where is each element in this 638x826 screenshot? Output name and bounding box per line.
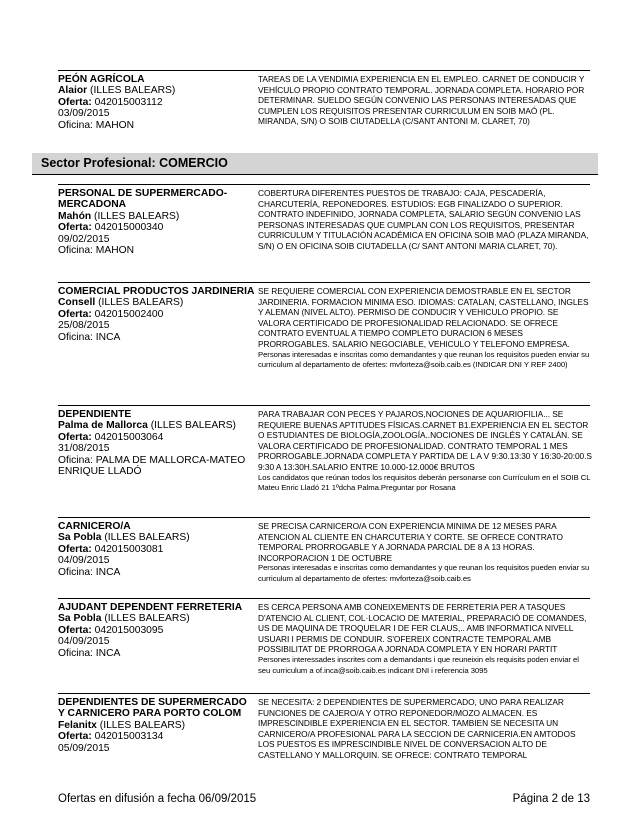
job-summary xyxy=(58,74,252,131)
job-date: 09/02/2015 xyxy=(58,233,110,245)
job-entry-comercial-jardineria xyxy=(58,282,590,392)
job-date: 04/09/2015 xyxy=(58,555,110,567)
entry-divider xyxy=(58,598,590,599)
job-summary xyxy=(58,602,252,659)
job-location: Palma de Mallorca (ILLES BALEARS) xyxy=(58,420,236,432)
job-entry-ajudant-ferreteria xyxy=(58,598,590,683)
job-title: CARNICERO/A xyxy=(58,521,131,532)
job-office: Oficina: PALMA DE MALLORCA-MATEO ENRIQUE LLADÓ xyxy=(58,454,246,478)
footer-date: Ofertas en difusión a fecha 06/09/2015 xyxy=(58,793,257,805)
job-description: PARA TRABAJAR CON PECES Y PAJAROS,NOCIONES DE AQUARIOFILIA... SE REQUIERE BUENAS APTITUDES FÍSICAS.CARNET B1.EXPERIENCIA EN EL SECTOR O ESTUDIANTES DE BIOLOGÍA,ZOOLOGÍA..NOCIONES DE INGLÉS Y CATALÁN. SE VALORA CERTIFICADO DE PROFESIONALIDAD. CONTRATO TEMPORAL 1 MES PRORROGABLE.JORNADA COMPLETA Y PARTIDA DE L A V 9:30.13:30 Y 16:30-20:00.S 9:30 A 13:30H.SALARIO ENTRE 10.000-12.000€ BRUTOS Los candidatos que reúnan todos los requisitos deberán personarse con Currículum en el SOIB CL Mateu Enric Lladó 21 1ºdcha Palma.Preguntar por Rosana xyxy=(258,409,592,493)
entry-divider xyxy=(58,693,590,694)
job-date: 04/09/2015 xyxy=(58,636,110,648)
job-description: ES CERCA PERSONA AMB CONEIXEMENTS DE FERRETERIA PER A TASQUES D'ATENCIO AL CLIENT, COL·LOCACIO DE MATERIAL, PREPARACIÓ DE COMANDES, US DE MAQUINA DE TROQUELAR I DE FER CLAUS,.. AMB INFORMATICA NIVELL USUARI I PERMIS DE CONDUIR. S'OFEREIX CONTRACTE TEMPORAL AMB POSSIBILITAT DE PRORROGA A JORNADA COMPLETA Y EN HORARI PARTIT Persones interessades inscrites com a demandants i que reuneixin els requisits poden enviar el seu curriculum a of.inca@soib.caib.es indicant DNI i referencia 3095 xyxy=(258,602,592,676)
job-office: Oficina: INCA xyxy=(58,647,121,659)
job-summary xyxy=(58,286,255,343)
job-date: 25/08/2015 xyxy=(58,320,110,332)
job-description: SE PRECISA CARNICERO/A CON EXPERIENCIA MINIMA DE 12 MESES PARA ATENCION AL CLIENTE EN CHARCUTERIA Y CORTE. SE OFRECE CONTRATO TEMPORAL PRORROGABLE Y A JORNADA PARCIAL DE 8 A 13 HORAS. INCORPORACION 1 DE OCTUBRE Personas interesadas e inscritas como demandantes y que reunan los requisitos pueden enviar su curriculum al departamento de ofertes: mvforteza@soib.caib.es xyxy=(258,521,592,585)
job-entry-carnicero xyxy=(58,517,590,587)
job-description: COBERTURA DIFERENTES PUESTOS DE TRABAJO: CAJA, PESCADERÍA, CHARCUTERÍA, REPONEDORES. ESTUDIOS: EGB FINALIZADO O SUPERIOR. CONTRATO INDEFINIDO, JORNADA COMPLETA, SALARIO SEGÚN CONVENIO LAS PERSONAS INTERESADAS QUE CUMPLAN CON LOS REQUISITOS, PRESENTAR CURRICULUM Y TITULACIÓN ACADÉMICA EN OFICINA SOIB MAÓ (PLAZA MIRANDA, S/N) O EN OFICINA SOIB CIUTADELLA (C/ SANT ANTONI MARIA CLARET, 70). xyxy=(258,188,589,251)
sector-title: Sector Profesional: COMERCIO xyxy=(41,156,228,170)
contact-info: Personas interesadas e inscritas como demandantes y que reunan los requisitos pueden enviar su curriculum al departamento de ofertes: mvforteza@soib.caib.es (INDICAR DNI Y REF 2400) xyxy=(258,349,590,370)
entry-divider xyxy=(58,184,590,185)
sector-header xyxy=(32,153,598,175)
job-summary xyxy=(58,697,252,754)
job-title: DEPENDIENTES DE SUPERMERCADO Y CARNICERO PARA PORTO COLOM xyxy=(58,697,247,720)
job-date: 31/08/2015 xyxy=(58,443,110,455)
job-office: Oficina: MAHON xyxy=(58,245,135,257)
contact-info: Personas interesadas e inscritas como demandantes y que reunan los requisitos pueden enviar su curriculum al departamento de ofertes: mvforteza@soib.caib.es xyxy=(258,563,590,583)
job-title: DEPENDIENTE xyxy=(58,409,132,420)
entry-divider xyxy=(58,517,590,518)
job-location: Sa Pobla (ILLES BALEARS) xyxy=(58,613,190,625)
job-offer-number: Oferta: 042015003112 xyxy=(58,96,163,108)
job-offer-number: Oferta: 042015003081 xyxy=(58,543,164,555)
job-offer-number: Oferta: 042015003134 xyxy=(58,731,164,743)
footer-page-number: Página 2 de 13 xyxy=(512,793,590,805)
job-location: Felanitx (ILLES BALEARS) xyxy=(58,719,186,731)
contact-info: Los candidatos que reúnan todos los requisitos deberán personarse con Currículum en el SOIB CL Mateu Enric Lladó 21 1ºdcha Palma.Preguntar por Rosana xyxy=(258,472,591,493)
job-entry-mercadona xyxy=(58,184,590,274)
job-summary xyxy=(58,521,252,578)
job-offer-number: Oferta: 042015000340 xyxy=(58,222,164,234)
entry-divider xyxy=(58,70,590,71)
job-date: 05/09/2015 xyxy=(58,742,110,754)
job-office: Oficina: INCA xyxy=(58,566,121,578)
job-location: Alaior (ILLES BALEARS) xyxy=(58,85,176,97)
job-summary xyxy=(58,409,252,477)
job-offer-number: Oferta: 042015003095 xyxy=(58,624,164,636)
job-entry-supermercado-porto-colom xyxy=(58,693,590,773)
job-description: SE NECESITA: 2 DEPENDIENTES DE SUPERMERCADO, UNO PARA REALIZAR FUNCIONES DE CAJERO/A Y OTRO REPONEDOR/MOZO ALMACEN. ES IMPRESCINDIBLE EXPERIENCIA EN EL SECTOR. TAMBIEN SE NECESITA UN CARNICERO/A PROFESIONAL PARA LA SECCION DE CARNICERIA.EN AMTODOS LOS PUESTOS ES IMPRESCINDIBLE NIVEL DE CONVERSACION ALTO DE CASTELLANO Y MALLORQUIN. SE OFRECE: CONTRATO TEMPORAL xyxy=(258,697,576,760)
job-entry-dependiente xyxy=(58,405,590,505)
job-office: Oficina: INCA xyxy=(58,331,121,343)
job-entry-peon-agricola xyxy=(58,70,590,142)
contact-info: Persones interessades inscrites com a demandants i que reuneixin els requisits poden enviar el seu curriculum a of.inca@soib.caib.es indicant DNI i referencia 3095 xyxy=(258,654,579,675)
job-office: Oficina: MAHON xyxy=(58,119,135,131)
job-date: 03/09/2015 xyxy=(58,108,110,120)
job-title: PEÓN AGRÍCOLA xyxy=(58,74,145,85)
job-title: PERSONAL DE SUPERMERCADO-MERCADONA xyxy=(58,188,228,211)
entry-divider xyxy=(58,282,590,283)
job-description: SE REQUIERE COMERCIAL CON EXPERIENCIA DEMOSTRABLE EN EL SECTOR JARDINERIA. FORMACION MINIMA ESO. IDIOMAS: CATALAN, CASTELLANO, INGLES Y ALEMAN (NIVEL ALTO). PERMISO DE CONDUCIR Y VEHICULO PROPIO. SE VALORA CERTIFICADO DE PROFESIONALIDAD RELACIONADO. SE OFRECE CONTRATO EVENTUAL A TIEMPO COMPLETO DURACION 6 MESES PRORROGABLES. SALARIO NEGOCIABLE, VEHICULO Y TELEFONO EMPRESA. Personas interesadas e inscritas como demandantes y que reunan los requisitos pueden enviar su curriculum al departamento de ofertes: mvforteza@soib.caib.es (INDICAR DNI Y REF 2400) xyxy=(258,286,592,371)
job-summary xyxy=(58,188,252,256)
job-description: TAREAS DE LA VENDIMIA EXPERIENCIA EN EL EMPLEO. CARNET DE CONDUCIR Y VEHÍCULO PROPIO CONTRATO TEMPORAL. JORNADA COMPLETA. HORARIO POR DETERMINAR. SUELDO SEGÚN CONVENIO LAS PERSONAS INTERESADAS QUE CUMPLEN LOS REQUISITOS PRESENTAR CURRICULUM EN SOIB MAÓ (PL. MIRANDA, S/N) O SOIB CIUTADELLA (C/SANT ANTONI M. CLARET, 70) xyxy=(258,74,585,127)
job-title: COMERCIAL PRODUCTOS JARDINERIA xyxy=(58,286,255,297)
job-location: Mahón (ILLES BALEARS) xyxy=(58,210,180,222)
entry-divider xyxy=(58,405,590,406)
job-offer-number: Oferta: 042015003064 xyxy=(58,431,164,443)
job-location: Consell (ILLES BALEARS) xyxy=(58,297,184,309)
job-location: Sa Pobla (ILLES BALEARS) xyxy=(58,532,190,544)
job-offer-number: Oferta: 042015002400 xyxy=(58,308,164,320)
job-title: AJUDANT DEPENDENT FERRETERIA xyxy=(58,602,243,613)
